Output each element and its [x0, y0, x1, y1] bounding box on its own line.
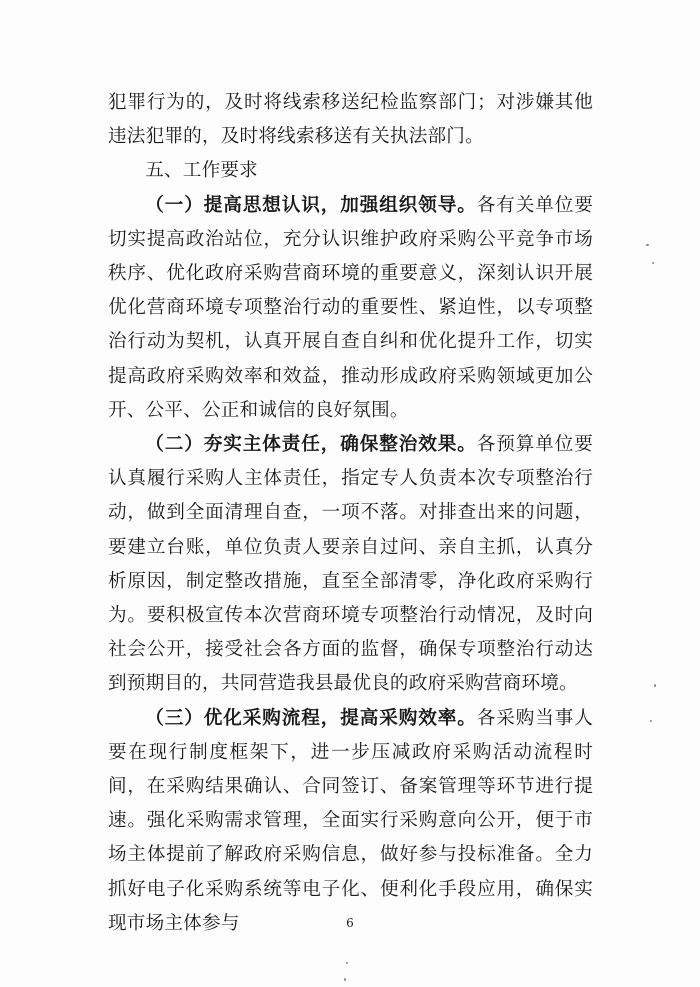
- scan-speck: [654, 684, 656, 687]
- paragraph-text: 犯罪行为的，及时将线索移送纪检监察部门；对涉嫌其他违法犯罪的，及时将线索移送有关执法部门。: [108, 92, 593, 148]
- scan-speck: [650, 720, 652, 722]
- scan-speck: [646, 244, 649, 246]
- paragraph-continuation: [108, 86, 593, 154]
- page-number: 6: [346, 916, 354, 930]
- scan-speck: [652, 262, 654, 264]
- body-text: [108, 86, 593, 941]
- paragraph-text: 各有关单位要切实提高政治站位，充分认识维护政府采购公平竞争市场秩序、优化政府采购营商环境的重要意义，深刻认识开展优化营商环境专项整治行动的重要性、紧迫性，以专项整治行动为契机，认真开展自查自纠和优化提升工作，切实提高政府采购效率和效益，推动形成政府采购领域更加公开、公平、公正和诚信的良好氛围。: [108, 194, 593, 421]
- paragraph-requirement-2: [108, 428, 593, 702]
- paragraph-lead: （一）提高思想认识，加强组织领导。: [145, 194, 477, 216]
- paragraph-lead: （二）夯实主体责任，确保整治效果。: [145, 434, 477, 456]
- paragraph-lead: （三）优化采购流程，提高采购效率。: [145, 707, 477, 729]
- paragraph-requirement-3: [108, 702, 593, 941]
- section-heading-text: 五、工作要求: [145, 160, 258, 182]
- scan-speck: [346, 962, 348, 964]
- paragraph-text: 各采购当事人要在现行制度框架下，进一步压减政府采购活动流程时间，在采购结果确认、合同签订、备案管理等环节进行提速。强化采购需求管理，全面实行采购意向公开，便于市场主体提前了解政府采购信息，做好参与投标准备。全力抓好电子化采购系统等电子化、便利化手段应用，确保实现市场主体参与: [108, 707, 593, 934]
- scan-speck: [344, 978, 346, 981]
- paragraph-requirement-1: [108, 189, 593, 428]
- paragraph-text: 各预算单位要认真履行采购人主体责任，指定专人负责本次专项整治行动，做到全面清理自查，一项不落。对排查出来的问题，要建立台账，单位负责人要亲自过问、亲自主抓，认真分析原因，制定整改措施，直至全部清零，净化政府采购行为。要积极宣传本次营商环境专项整治行动情况，及时向社会公开，接受社会各方面的监督，确保专项整治行动达到预期目的，共同营造我县最优良的政府采购营商环境。: [108, 434, 593, 695]
- section-heading: [108, 154, 593, 188]
